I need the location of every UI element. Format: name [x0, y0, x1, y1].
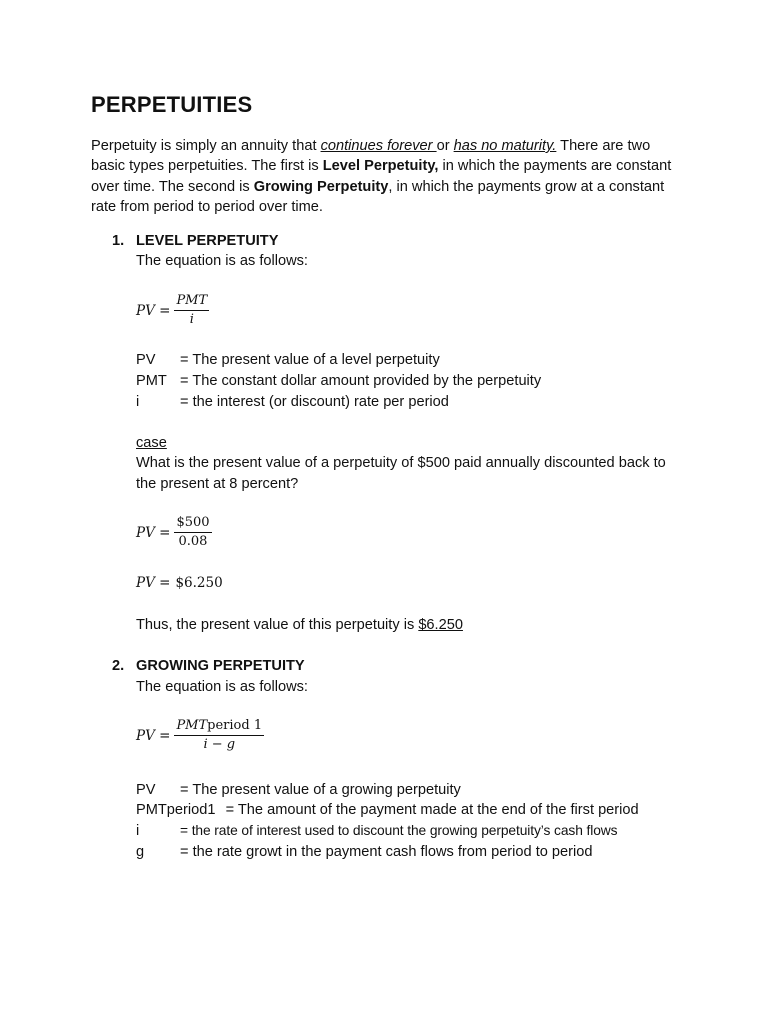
definition-key: g — [136, 844, 145, 860]
definition-value: = The present value of a growing perpetuity — [180, 782, 461, 798]
result-value: $6.250 — [175, 575, 223, 591]
formula-denominator: 0.08 — [178, 534, 208, 549]
case-label: case — [136, 435, 167, 451]
formula-denominator: i − g — [203, 737, 236, 752]
conclusion-value: $6.250 — [418, 617, 463, 633]
numerator-pmt: PMT — [176, 718, 208, 733]
formula-fraction — [174, 292, 209, 329]
intro-text-5: , in which the payments grow at a constant rate from period to period over time. — [91, 178, 665, 215]
conclusion — [136, 615, 463, 635]
definition-key: PMTperiod1 — [136, 802, 216, 818]
section-1-number: 1. — [112, 233, 125, 249]
section-1-heading: LEVEL PERPETUITY — [136, 233, 279, 249]
definition-key: i — [136, 823, 140, 839]
level-perpetuity-term: Level Perpetuity, — [322, 158, 439, 175]
numerator-period: period 1 — [207, 718, 263, 733]
definition-row — [136, 800, 639, 820]
formula-lhs: PV = — [136, 302, 171, 319]
formula-numerator: $500 — [176, 515, 210, 530]
section-2-number: 2. — [112, 658, 125, 674]
definition-value: = the rate growt in the payment cash flows from period to period — [180, 844, 593, 860]
intro-text-1: Perpetuity is simply an annuity that — [91, 138, 321, 154]
case-question: What is the present value of a perpetuity of $500 paid annually discounted back to the present at 8 percent? — [136, 455, 666, 492]
case-result — [136, 575, 223, 591]
growing-perpetuity-formula — [136, 717, 264, 754]
case-formula — [136, 514, 212, 551]
definition-value: = The present value of a level perpetuity — [180, 352, 440, 368]
intro-paragraph — [91, 136, 681, 217]
intro-text-3: There are two basic types perpetuities. The first is — [91, 138, 651, 175]
definition-value: = The amount of the payment made at the end of the first period — [225, 802, 639, 818]
conclusion-text: Thus, the present value of this perpetuity is — [136, 617, 419, 633]
formula-fraction — [174, 514, 211, 551]
intro-text-2: or — [436, 138, 454, 154]
definition-value: = The constant dollar amount provided by the perpetuity — [180, 372, 542, 389]
definition-row — [136, 842, 593, 862]
formula-lhs: PV = — [136, 727, 171, 744]
definition-value: = the interest (or discount) rate per period — [180, 393, 449, 410]
section-2-heading: GROWING PERPETUITY — [136, 658, 305, 674]
formula-numerator — [174, 717, 264, 735]
continues-forever-phrase: continues forever — [320, 138, 437, 154]
definition-key: PMT — [136, 372, 167, 389]
section-2-equation-intro: The equation is as follows: — [136, 679, 308, 695]
definition-key: PV — [136, 352, 156, 368]
section-1-equation-intro: The equation is as follows: — [136, 253, 308, 269]
intro-text-4: in which the payments are constant over time. The second is — [91, 158, 672, 195]
definition-row — [136, 780, 461, 800]
definition-row — [136, 821, 618, 841]
page-title: PERPETUITIES — [91, 92, 253, 117]
formula-fraction — [174, 717, 264, 754]
level-perpetuity-formula — [136, 292, 209, 329]
formula-numerator: PMT — [176, 293, 208, 308]
definition-key: PV — [136, 782, 156, 798]
result-lhs: PV = — [136, 575, 171, 591]
no-maturity-phrase: has no maturity. — [453, 138, 557, 154]
growing-perpetuity-term: Growing Perpetuity — [253, 178, 389, 195]
definition-key: i — [136, 393, 140, 410]
formula-lhs: PV = — [136, 524, 171, 541]
definition-value: = the rate of interest used to discount the growing perpetuity’s cash flows — [180, 823, 618, 838]
formula-denominator: i — [189, 312, 194, 327]
